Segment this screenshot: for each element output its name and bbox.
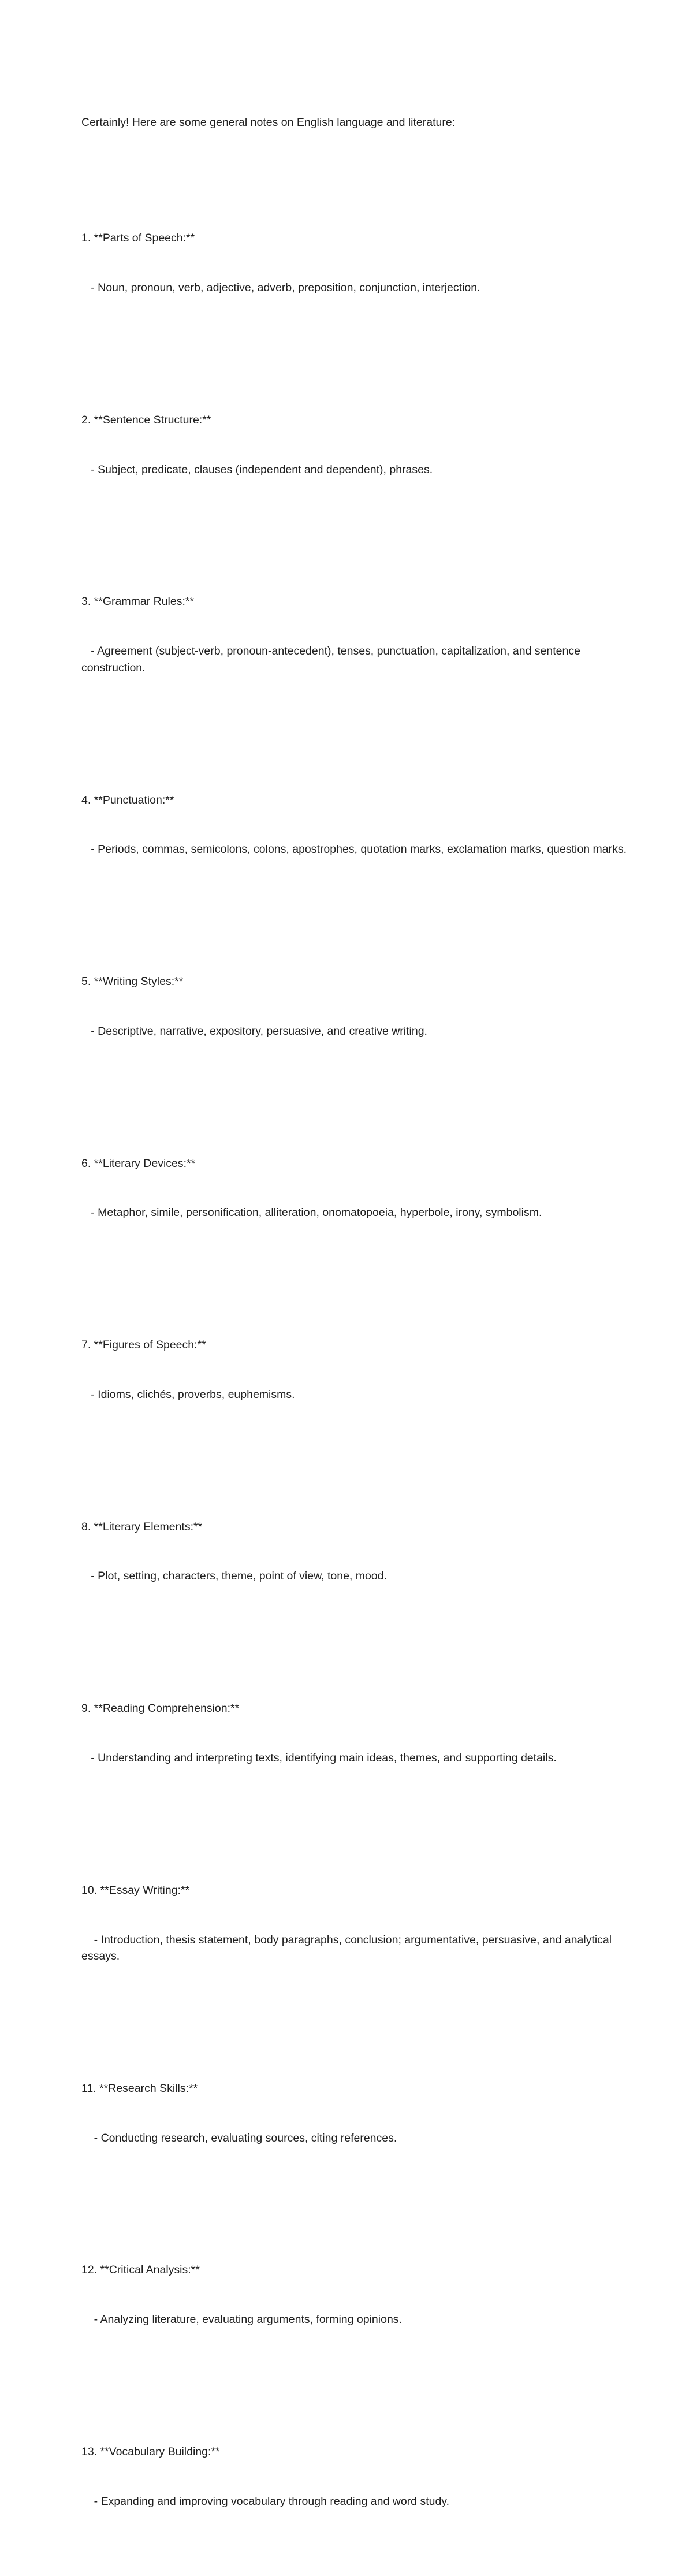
item-heading: 8. **Literary Elements:** [81, 1520, 203, 1533]
item-body: - Subject, predicate, clauses (independent and dependent), phrases. [81, 463, 433, 476]
list-item [81, 2411, 630, 2543]
item-body: - Noun, pronoun, verb, adjective, adverb, preposition, conjunction, interjection. [81, 281, 480, 295]
item-body: - Conducting research, evaluating sources, citing references. [81, 2131, 397, 2144]
list-item [81, 197, 630, 329]
item-body: - Analyzing literature, evaluating arguments, forming opinions. [81, 2313, 402, 2326]
item-body: - Understanding and interpreting texts, identifying main ideas, themes, and supporting details. [81, 1751, 557, 1764]
item-heading: 6. **Literary Devices:** [81, 1157, 196, 1170]
item-heading: 10. **Essay Writing:** [81, 1883, 190, 1897]
list-item [81, 2229, 630, 2361]
item-heading: 4. **Punctuation:** [81, 793, 174, 806]
item-heading: 2. **Sentence Structure:** [81, 413, 211, 426]
list-item [81, 2047, 630, 2180]
list-item [81, 941, 630, 1073]
item-body: - Introduction, thesis statement, body paragraphs, conclusion; argumentative, persuasive, and analytical essays. [81, 1933, 615, 1963]
item-heading: 9. **Reading Comprehension:** [81, 1702, 240, 1715]
item-heading: 3. **Grammar Rules:** [81, 595, 195, 608]
list-item [81, 1667, 630, 1800]
item-heading: 1. **Parts of Speech:** [81, 232, 195, 245]
item-body: - Periods, commas, semicolons, colons, apostrophes, quotation marks, exclamation marks, question marks. [81, 843, 627, 856]
item-heading: 7. **Figures of Speech:** [81, 1339, 206, 1352]
item-heading: 5. **Writing Styles:** [81, 975, 184, 988]
item-body: - Descriptive, narrative, expository, persuasive, and creative writing. [81, 1024, 427, 1038]
item-body: - Plot, setting, characters, theme, point of view, tone, mood. [81, 1570, 387, 1583]
item-heading: 13. **Vocabulary Building:** [81, 2445, 220, 2458]
list-item [81, 759, 630, 891]
intro-paragraph: Certainly! Here are some general notes on English language and literature: [81, 116, 456, 129]
list-item [81, 379, 630, 511]
item-heading: 11. **Research Skills:** [81, 2081, 198, 2095]
item-body: - Expanding and improving vocabulary through reading and word study. [81, 2495, 450, 2508]
document-body [81, 81, 630, 2576]
list-item [81, 1304, 630, 1436]
item-body: - Agreement (subject-verb, pronoun-antecedent), tenses, punctuation, capitalization, and sentence construction. [81, 645, 584, 674]
item-body: - Idioms, clichés, proverbs, euphemisms. [81, 1388, 295, 1401]
item-heading: 12. **Critical Analysis:** [81, 2263, 200, 2277]
list-item [81, 560, 630, 709]
list-item [81, 1485, 630, 1618]
list-item [81, 1122, 630, 1254]
list-item [81, 1849, 630, 1998]
item-body: - Metaphor, simile, personification, alliteration, onomatopoeia, hyperbole, irony, symbolism. [81, 1206, 542, 1220]
